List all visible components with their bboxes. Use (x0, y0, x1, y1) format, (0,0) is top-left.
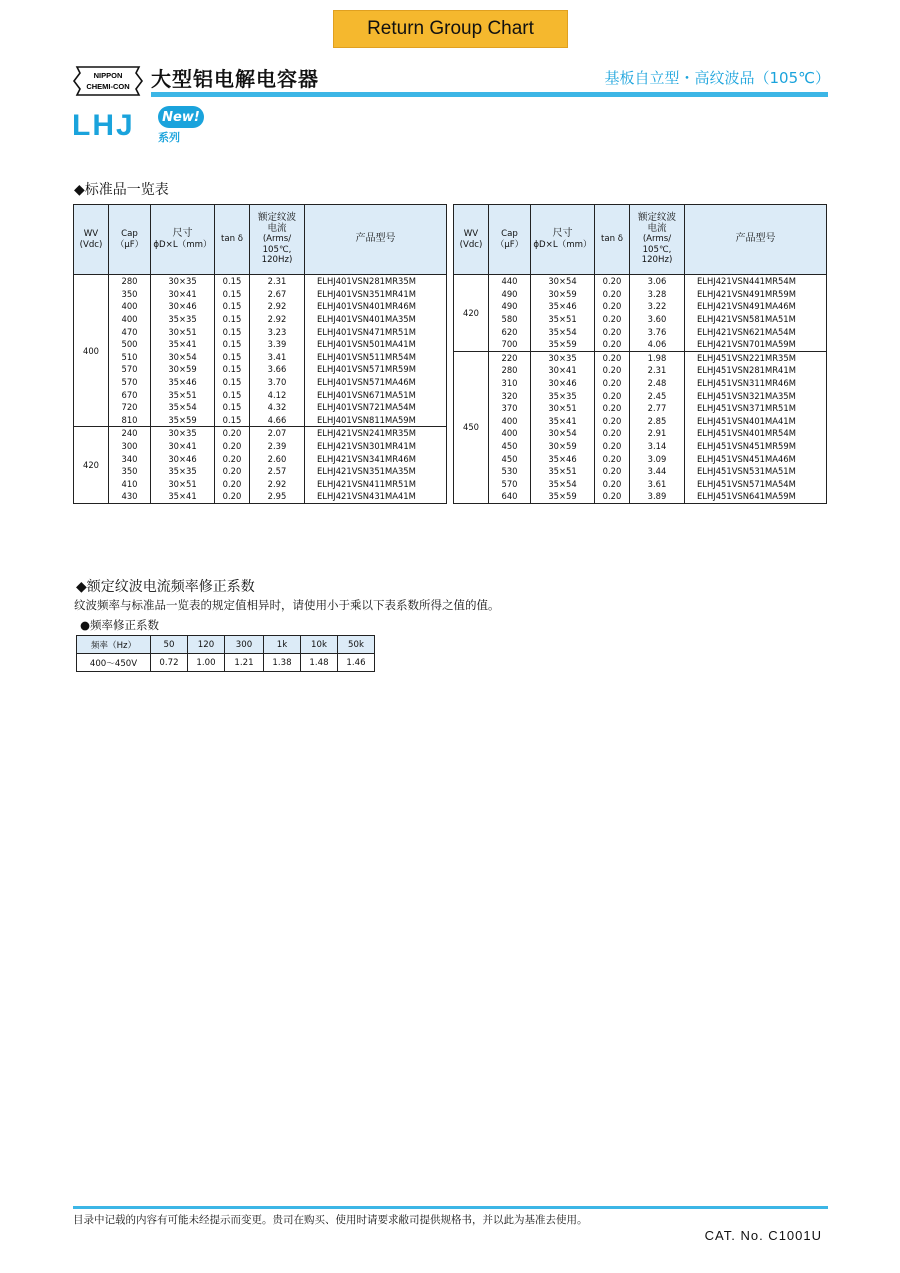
table-row (74, 414, 447, 427)
frequency-title: ◆额定纹波电流频率修正系数 (76, 579, 255, 595)
part-number-cell: ELHJ451VSN451MR59M (685, 440, 827, 453)
cap-cell: 370 (489, 402, 531, 415)
freq-value-cell: 0.72 (151, 654, 188, 672)
size-cell: 35×35 (151, 465, 215, 478)
size-cell: 35×59 (531, 490, 595, 503)
col-cap: Cap （μF） (109, 205, 151, 275)
part-number-cell: ELHJ421VSN431MA41M (305, 490, 447, 503)
size-cell: 30×35 (151, 427, 215, 440)
ripple-cell: 2.31 (630, 364, 685, 377)
tan-cell: 0.15 (215, 313, 250, 326)
logo-line2: CHEMI-CON (86, 82, 130, 91)
size-cell: 30×54 (531, 275, 595, 288)
freq-value-cell: 1.00 (188, 654, 225, 672)
table-row (74, 452, 447, 465)
table-row (74, 478, 447, 491)
ripple-cell: 2.77 (630, 402, 685, 415)
cap-cell: 310 (489, 377, 531, 390)
size-cell: 35×59 (151, 414, 215, 427)
part-number-cell: ELHJ451VSN401MR54M (685, 427, 827, 440)
ripple-cell: 2.57 (250, 465, 305, 478)
ripple-cell: 3.70 (250, 376, 305, 389)
cap-cell: 570 (109, 376, 151, 389)
table-row (74, 351, 447, 364)
footer-note: 目录中记载的内容有可能未经提示而变更。贵司在购买、使用时请要求敝司提供规格书，并以此为基准去使用。 (73, 1214, 588, 1226)
series-name: LHJ (72, 109, 135, 142)
size-cell: 30×41 (151, 440, 215, 453)
size-cell: 35×41 (531, 415, 595, 428)
size-cell: 30×46 (531, 377, 595, 390)
freq-value-cell: 400～450V (77, 654, 151, 672)
table-row (454, 351, 827, 364)
part-number-cell: ELHJ421VSN701MA59M (685, 338, 827, 351)
new-badge: New! (158, 106, 204, 128)
tan-cell: 0.20 (595, 313, 630, 326)
catalog-number: CAT. No. C1001U (704, 1228, 822, 1243)
freq-value-cell: 1.46 (338, 654, 375, 672)
ripple-cell: 2.95 (250, 490, 305, 503)
cap-cell: 350 (109, 465, 151, 478)
ripple-cell: 3.89 (630, 490, 685, 503)
tan-cell: 0.20 (595, 465, 630, 478)
cap-cell: 320 (489, 389, 531, 402)
cap-cell: 470 (109, 325, 151, 338)
series-label: 系列 (158, 131, 180, 144)
part-number-cell: ELHJ421VSN491MA46M (685, 300, 827, 313)
cap-cell: 430 (109, 490, 151, 503)
ripple-cell: 3.44 (630, 465, 685, 478)
tan-cell: 0.20 (595, 288, 630, 301)
cap-cell: 490 (489, 288, 531, 301)
size-cell: 35×59 (531, 338, 595, 351)
table-row (74, 313, 447, 326)
ripple-cell: 2.60 (250, 452, 305, 465)
cap-cell: 620 (489, 325, 531, 338)
tan-cell: 0.20 (595, 427, 630, 440)
tan-cell: 0.20 (595, 490, 630, 503)
tan-cell: 0.20 (215, 490, 250, 503)
header-divider (151, 92, 828, 97)
cap-cell: 670 (109, 388, 151, 401)
col-size: 尺寸 ϕD×L（mm） (151, 205, 215, 275)
ripple-cell: 3.06 (630, 275, 685, 288)
table-row (74, 275, 447, 288)
part-number-cell: ELHJ401VSN671MA51M (305, 388, 447, 401)
table-row (74, 325, 447, 338)
ripple-cell: 4.66 (250, 414, 305, 427)
return-group-chart-button[interactable]: Return Group Chart (333, 10, 568, 48)
ripple-cell: 2.67 (250, 288, 305, 301)
wv-cell: 420 (454, 275, 489, 352)
page-subtitle: 基板自立型・高纹波品（105℃） (604, 69, 830, 87)
col-ripple: 额定纹波 电流 (Arms/ 105℃, 120Hz) (630, 205, 685, 275)
tan-cell: 0.15 (215, 401, 250, 414)
part-number-cell: ELHJ401VSN281MR35M (305, 275, 447, 288)
page-title: 大型铝电解电容器 (151, 67, 319, 91)
part-number-cell: ELHJ421VSN301MR41M (305, 440, 447, 453)
col-wv: WV (Vdc) (454, 205, 489, 275)
part-number-cell: ELHJ421VSN351MA35M (305, 465, 447, 478)
tan-cell: 0.20 (595, 440, 630, 453)
tan-cell: 0.20 (595, 415, 630, 428)
cap-cell: 810 (109, 414, 151, 427)
table-row (454, 427, 827, 440)
size-cell: 30×41 (151, 288, 215, 301)
tan-cell: 0.20 (595, 478, 630, 491)
size-cell: 30×51 (151, 478, 215, 491)
ripple-cell: 2.31 (250, 275, 305, 288)
table-row (74, 388, 447, 401)
part-number-cell: ELHJ421VSN491MR59M (685, 288, 827, 301)
size-cell: 30×41 (531, 364, 595, 377)
part-number-cell: ELHJ451VSN571MA54M (685, 478, 827, 491)
size-cell: 35×54 (151, 401, 215, 414)
table-row (74, 300, 447, 313)
tan-cell: 0.20 (595, 300, 630, 313)
ripple-cell: 3.61 (630, 478, 685, 491)
size-cell: 35×41 (151, 338, 215, 351)
table-row (454, 402, 827, 415)
ripple-cell: 3.09 (630, 452, 685, 465)
part-number-cell: ELHJ401VSN811MA59M (305, 414, 447, 427)
freq-header-cell: 120 (188, 636, 225, 654)
cap-cell: 490 (489, 300, 531, 313)
table-row (74, 427, 447, 440)
standard-list-title: ◆标准品一览表 (74, 182, 169, 198)
size-cell: 35×46 (531, 452, 595, 465)
size-cell: 30×46 (151, 452, 215, 465)
tan-cell: 0.15 (215, 325, 250, 338)
tan-cell: 0.20 (595, 452, 630, 465)
ripple-cell: 4.06 (630, 338, 685, 351)
cap-cell: 280 (109, 275, 151, 288)
cap-cell: 570 (489, 478, 531, 491)
tan-cell: 0.20 (215, 465, 250, 478)
freq-header-cell: 频率（Hz） (77, 636, 151, 654)
ripple-cell: 3.14 (630, 440, 685, 453)
freq-value-cell: 1.48 (301, 654, 338, 672)
freq-value-cell: 1.21 (225, 654, 264, 672)
ripple-cell: 2.85 (630, 415, 685, 428)
col-tan: tan δ (595, 205, 630, 275)
col-cap: Cap （μF） (489, 205, 531, 275)
tan-cell: 0.15 (215, 288, 250, 301)
cap-cell: 700 (489, 338, 531, 351)
wv-cell: 420 (74, 427, 109, 504)
tan-cell: 0.20 (595, 338, 630, 351)
ripple-cell: 2.91 (630, 427, 685, 440)
col-part: 产品型号 (305, 205, 447, 275)
part-number-cell: ELHJ421VSN581MA51M (685, 313, 827, 326)
ripple-cell: 2.07 (250, 427, 305, 440)
ripple-cell: 2.92 (250, 478, 305, 491)
size-cell: 30×54 (151, 351, 215, 364)
tan-cell: 0.20 (595, 389, 630, 402)
ripple-cell: 1.98 (630, 351, 685, 364)
standard-list-table-left (73, 204, 447, 504)
part-number-cell: ELHJ451VSN371MR51M (685, 402, 827, 415)
part-number-cell: ELHJ401VSN351MR41M (305, 288, 447, 301)
cap-cell: 580 (489, 313, 531, 326)
part-number-cell: ELHJ401VSN501MA41M (305, 338, 447, 351)
ripple-cell: 3.60 (630, 313, 685, 326)
tan-cell: 0.20 (595, 402, 630, 415)
tan-cell: 0.15 (215, 300, 250, 313)
cap-cell: 400 (109, 313, 151, 326)
table-row (74, 465, 447, 478)
tan-cell: 0.15 (215, 338, 250, 351)
table-row (454, 490, 827, 503)
size-cell: 30×35 (531, 351, 595, 364)
part-number-cell: ELHJ401VSN721MA54M (305, 401, 447, 414)
ripple-cell: 4.32 (250, 401, 305, 414)
cap-cell: 450 (489, 452, 531, 465)
table-row (454, 465, 827, 478)
cap-cell: 570 (109, 363, 151, 376)
tan-cell: 0.15 (215, 275, 250, 288)
cap-cell: 510 (109, 351, 151, 364)
ripple-cell: 3.22 (630, 300, 685, 313)
size-cell: 30×59 (531, 288, 595, 301)
tan-cell: 0.15 (215, 414, 250, 427)
size-cell: 35×41 (151, 490, 215, 503)
size-cell: 35×51 (151, 388, 215, 401)
tan-cell: 0.20 (215, 427, 250, 440)
size-cell: 35×35 (151, 313, 215, 326)
table-row (454, 313, 827, 326)
part-number-cell: ELHJ421VSN241MR35M (305, 427, 447, 440)
cap-cell: 450 (489, 440, 531, 453)
cap-cell: 280 (489, 364, 531, 377)
size-cell: 35×35 (531, 389, 595, 402)
table-row (74, 401, 447, 414)
size-cell: 30×59 (531, 440, 595, 453)
size-cell: 30×54 (531, 427, 595, 440)
cap-cell: 400 (489, 427, 531, 440)
table-row (454, 288, 827, 301)
frequency-subtitle: ●频率修正系数 (80, 618, 160, 632)
cap-cell: 400 (109, 300, 151, 313)
tan-cell: 0.15 (215, 388, 250, 401)
part-number-cell: ELHJ401VSN571MR59M (305, 363, 447, 376)
table-row (74, 440, 447, 453)
col-ripple: 额定纹波 电流 (Arms/ 105℃, 120Hz) (250, 205, 305, 275)
size-cell: 30×51 (531, 402, 595, 415)
tan-cell: 0.20 (595, 364, 630, 377)
part-number-cell: ELHJ401VSN401MR46M (305, 300, 447, 313)
table-row (454, 275, 827, 288)
cap-cell: 530 (489, 465, 531, 478)
part-number-cell: ELHJ451VSN281MR41M (685, 364, 827, 377)
table-row (454, 415, 827, 428)
size-cell: 35×51 (531, 313, 595, 326)
table-row (454, 325, 827, 338)
ripple-cell: 2.45 (630, 389, 685, 402)
size-cell: 30×46 (151, 300, 215, 313)
table-row (454, 300, 827, 313)
cap-cell: 220 (489, 351, 531, 364)
col-wv: WV (Vdc) (74, 205, 109, 275)
size-cell: 30×35 (151, 275, 215, 288)
cap-cell: 400 (489, 415, 531, 428)
logo-line1: NIPPON (93, 71, 123, 80)
tan-cell: 0.15 (215, 363, 250, 376)
table-row (454, 452, 827, 465)
tan-cell: 0.15 (215, 376, 250, 389)
ripple-cell: 2.39 (250, 440, 305, 453)
tan-cell: 0.20 (215, 478, 250, 491)
cap-cell: 350 (109, 288, 151, 301)
freq-header-cell: 1k (264, 636, 301, 654)
tan-cell: 0.20 (215, 440, 250, 453)
part-number-cell: ELHJ421VSN621MA54M (685, 325, 827, 338)
ripple-cell: 2.48 (630, 377, 685, 390)
ripple-cell: 2.92 (250, 300, 305, 313)
part-number-cell: ELHJ421VSN411MR51M (305, 478, 447, 491)
freq-value-cell: 1.38 (264, 654, 301, 672)
col-part: 产品型号 (685, 205, 827, 275)
wv-cell: 400 (74, 275, 109, 427)
wv-cell: 450 (454, 351, 489, 503)
col-size: 尺寸 ϕD×L（mm） (531, 205, 595, 275)
table-row (454, 377, 827, 390)
cap-cell: 720 (109, 401, 151, 414)
ripple-cell: 3.76 (630, 325, 685, 338)
cap-cell: 440 (489, 275, 531, 288)
table-row (454, 338, 827, 351)
ripple-cell: 4.12 (250, 388, 305, 401)
ripple-cell: 3.39 (250, 338, 305, 351)
size-cell: 35×54 (531, 478, 595, 491)
ripple-cell: 2.92 (250, 313, 305, 326)
table-row (454, 364, 827, 377)
tan-cell: 0.20 (595, 325, 630, 338)
size-cell: 30×51 (151, 325, 215, 338)
part-number-cell: ELHJ451VSN311MR46M (685, 377, 827, 390)
table-row (74, 376, 447, 389)
part-number-cell: ELHJ401VSN401MA35M (305, 313, 447, 326)
ripple-cell: 3.66 (250, 363, 305, 376)
footer-divider (73, 1206, 828, 1209)
freq-header-cell: 10k (301, 636, 338, 654)
table-row (454, 389, 827, 402)
freq-header-cell: 300 (225, 636, 264, 654)
tan-cell: 0.15 (215, 351, 250, 364)
part-number-cell: ELHJ401VSN471MR51M (305, 325, 447, 338)
cap-cell: 300 (109, 440, 151, 453)
table-row (74, 363, 447, 376)
ripple-cell: 3.23 (250, 325, 305, 338)
size-cell: 35×46 (151, 376, 215, 389)
part-number-cell: ELHJ401VSN571MA46M (305, 376, 447, 389)
freq-header-cell: 50k (338, 636, 375, 654)
ripple-cell: 3.28 (630, 288, 685, 301)
table-row (74, 288, 447, 301)
size-cell: 35×46 (531, 300, 595, 313)
tan-cell: 0.20 (595, 351, 630, 364)
freq-header-cell: 50 (151, 636, 188, 654)
cap-cell: 640 (489, 490, 531, 503)
nippon-chemicon-logo (73, 65, 143, 97)
standard-list-table-right (453, 204, 827, 504)
cap-cell: 240 (109, 427, 151, 440)
part-number-cell: ELHJ401VSN511MR54M (305, 351, 447, 364)
part-number-cell: ELHJ451VSN401MA41M (685, 415, 827, 428)
col-tan: tan δ (215, 205, 250, 275)
part-number-cell: ELHJ451VSN641MA59M (685, 490, 827, 503)
table-row (74, 490, 447, 503)
tan-cell: 0.20 (215, 452, 250, 465)
tan-cell: 0.20 (595, 275, 630, 288)
ripple-cell: 3.41 (250, 351, 305, 364)
table-row (454, 440, 827, 453)
part-number-cell: ELHJ451VSN451MA46M (685, 452, 827, 465)
table-row (454, 478, 827, 491)
cap-cell: 340 (109, 452, 151, 465)
size-cell: 35×51 (531, 465, 595, 478)
cap-cell: 500 (109, 338, 151, 351)
size-cell: 35×54 (531, 325, 595, 338)
table-row (74, 338, 447, 351)
frequency-table (76, 635, 375, 672)
size-cell: 30×59 (151, 363, 215, 376)
part-number-cell: ELHJ451VSN221MR35M (685, 351, 827, 364)
part-number-cell: ELHJ451VSN321MA35M (685, 389, 827, 402)
cap-cell: 410 (109, 478, 151, 491)
part-number-cell: ELHJ451VSN531MA51M (685, 465, 827, 478)
part-number-cell: ELHJ421VSN441MR54M (685, 275, 827, 288)
tan-cell: 0.20 (595, 377, 630, 390)
part-number-cell: ELHJ421VSN341MR46M (305, 452, 447, 465)
frequency-note: 纹波频率与标准品一览表的规定值相异时，请使用小于乘以下表系数所得之值的值。 (74, 598, 500, 612)
